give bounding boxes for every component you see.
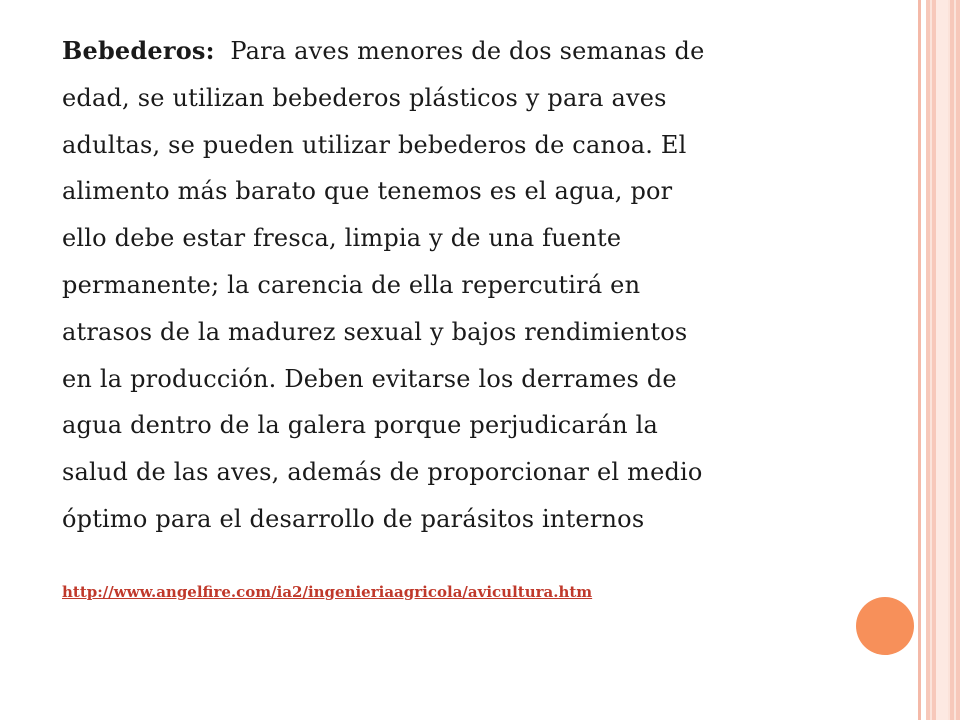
source-link[interactable]: http://www.angelfire.com/ia2/ingenieriaagricola/avicultura.htm <box>62 582 593 601</box>
text-line-4: alimento más barato que tenemos es el agua, por <box>62 177 673 206</box>
text-line-11: óptimo para el desarrollo de parásitos internos <box>62 504 645 533</box>
text-line-7: atrasos de la madurez sexual y bajos rendimientos <box>62 317 688 346</box>
text-line-6: permanente; la carencia de ella repercutirá en <box>62 270 641 299</box>
side-band-inner <box>936 0 948 720</box>
paragraph-heading: Bebederos: <box>62 36 215 65</box>
decorative-circle <box>856 597 914 655</box>
text-line-10: salud de las aves, además de proporcionar el medio <box>62 458 703 487</box>
text-line-1: Para aves menores de dos semanas de <box>230 37 705 65</box>
text-line-9: agua dentro de la galera porque perjudicarán la <box>62 411 658 440</box>
text-line-5: ello debe estar fresca, limpia y de una fuente <box>62 224 622 253</box>
body-paragraph <box>62 28 842 543</box>
text-line-8: en la producción. Deben evitarse los derrames de <box>62 364 677 393</box>
text-line-3: adultas, se pueden utilizar bebederos de canoa. El <box>62 130 687 159</box>
slide-content <box>62 28 842 601</box>
text-line-2: edad, se utilizan bebederos plásticos y para aves <box>62 83 667 112</box>
